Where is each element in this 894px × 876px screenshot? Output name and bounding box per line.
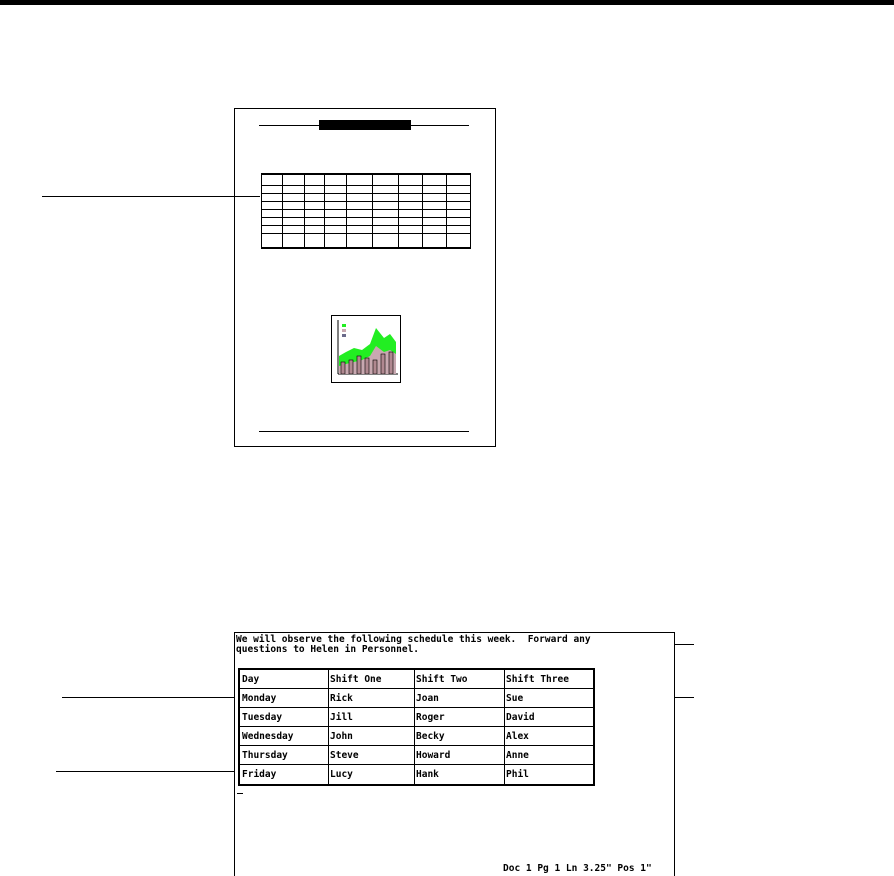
callout-line-row	[62, 697, 240, 698]
intro-line-1: We will observe the following schedule this week. Forward any	[236, 634, 591, 645]
table-cell[interactable]: Wednesday	[242, 731, 294, 742]
text-cursor	[237, 793, 243, 794]
table-cell[interactable]: Rick	[330, 693, 353, 704]
schedule-table[interactable]	[238, 668, 595, 786]
table-cell[interactable]: Tuesday	[242, 712, 283, 723]
header-cell[interactable]: Shift Three	[506, 674, 569, 685]
table-row	[240, 727, 593, 746]
page-preview	[234, 108, 496, 447]
table-cell[interactable]: Roger	[416, 712, 445, 723]
table-row	[240, 765, 593, 784]
table-row	[240, 746, 593, 765]
table-cell[interactable]: Thursday	[242, 750, 288, 761]
callout-line-cursor	[56, 771, 240, 772]
table-cell[interactable]: Hank	[416, 769, 439, 780]
table-cell[interactable]: Monday	[242, 693, 277, 704]
intro-text	[236, 635, 591, 655]
table-cell[interactable]: Steve	[330, 750, 359, 761]
top-border	[0, 0, 894, 5]
table-cell[interactable]: David	[506, 712, 535, 723]
page-title-block	[319, 120, 411, 130]
table-cell[interactable]: John	[330, 731, 353, 742]
table-cell[interactable]: Sue	[506, 693, 524, 704]
table-cell[interactable]: Friday	[242, 769, 277, 780]
table-cell[interactable]: Becky	[416, 731, 445, 742]
document-editor[interactable]	[234, 632, 675, 876]
mini-chart-graphic	[332, 316, 400, 382]
table-cell[interactable]: Howard	[416, 750, 451, 761]
table-cell[interactable]: Alex	[506, 731, 529, 742]
mini-chart	[331, 315, 401, 383]
table-row	[240, 708, 593, 727]
header-cell[interactable]: Shift Two	[416, 674, 468, 685]
table-cell[interactable]: Joan	[416, 693, 439, 704]
table-row	[240, 689, 593, 708]
mini-table	[261, 173, 471, 249]
footer-rule	[259, 431, 469, 432]
table-cell[interactable]: Jill	[330, 712, 353, 723]
header-cell[interactable]: Day	[242, 674, 260, 685]
table-header-row	[240, 670, 593, 689]
status-bar: Doc 1 Pg 1 Ln 3.25" Pos 1"	[503, 863, 652, 874]
table-cell[interactable]: Lucy	[330, 769, 353, 780]
callout-line-table	[42, 196, 260, 197]
table-cell[interactable]: Phil	[506, 769, 529, 780]
header-cell[interactable]: Shift One	[330, 674, 382, 685]
intro-line-2: questions to Helen in Personnel.	[236, 644, 420, 655]
table-cell[interactable]: Anne	[506, 750, 529, 761]
